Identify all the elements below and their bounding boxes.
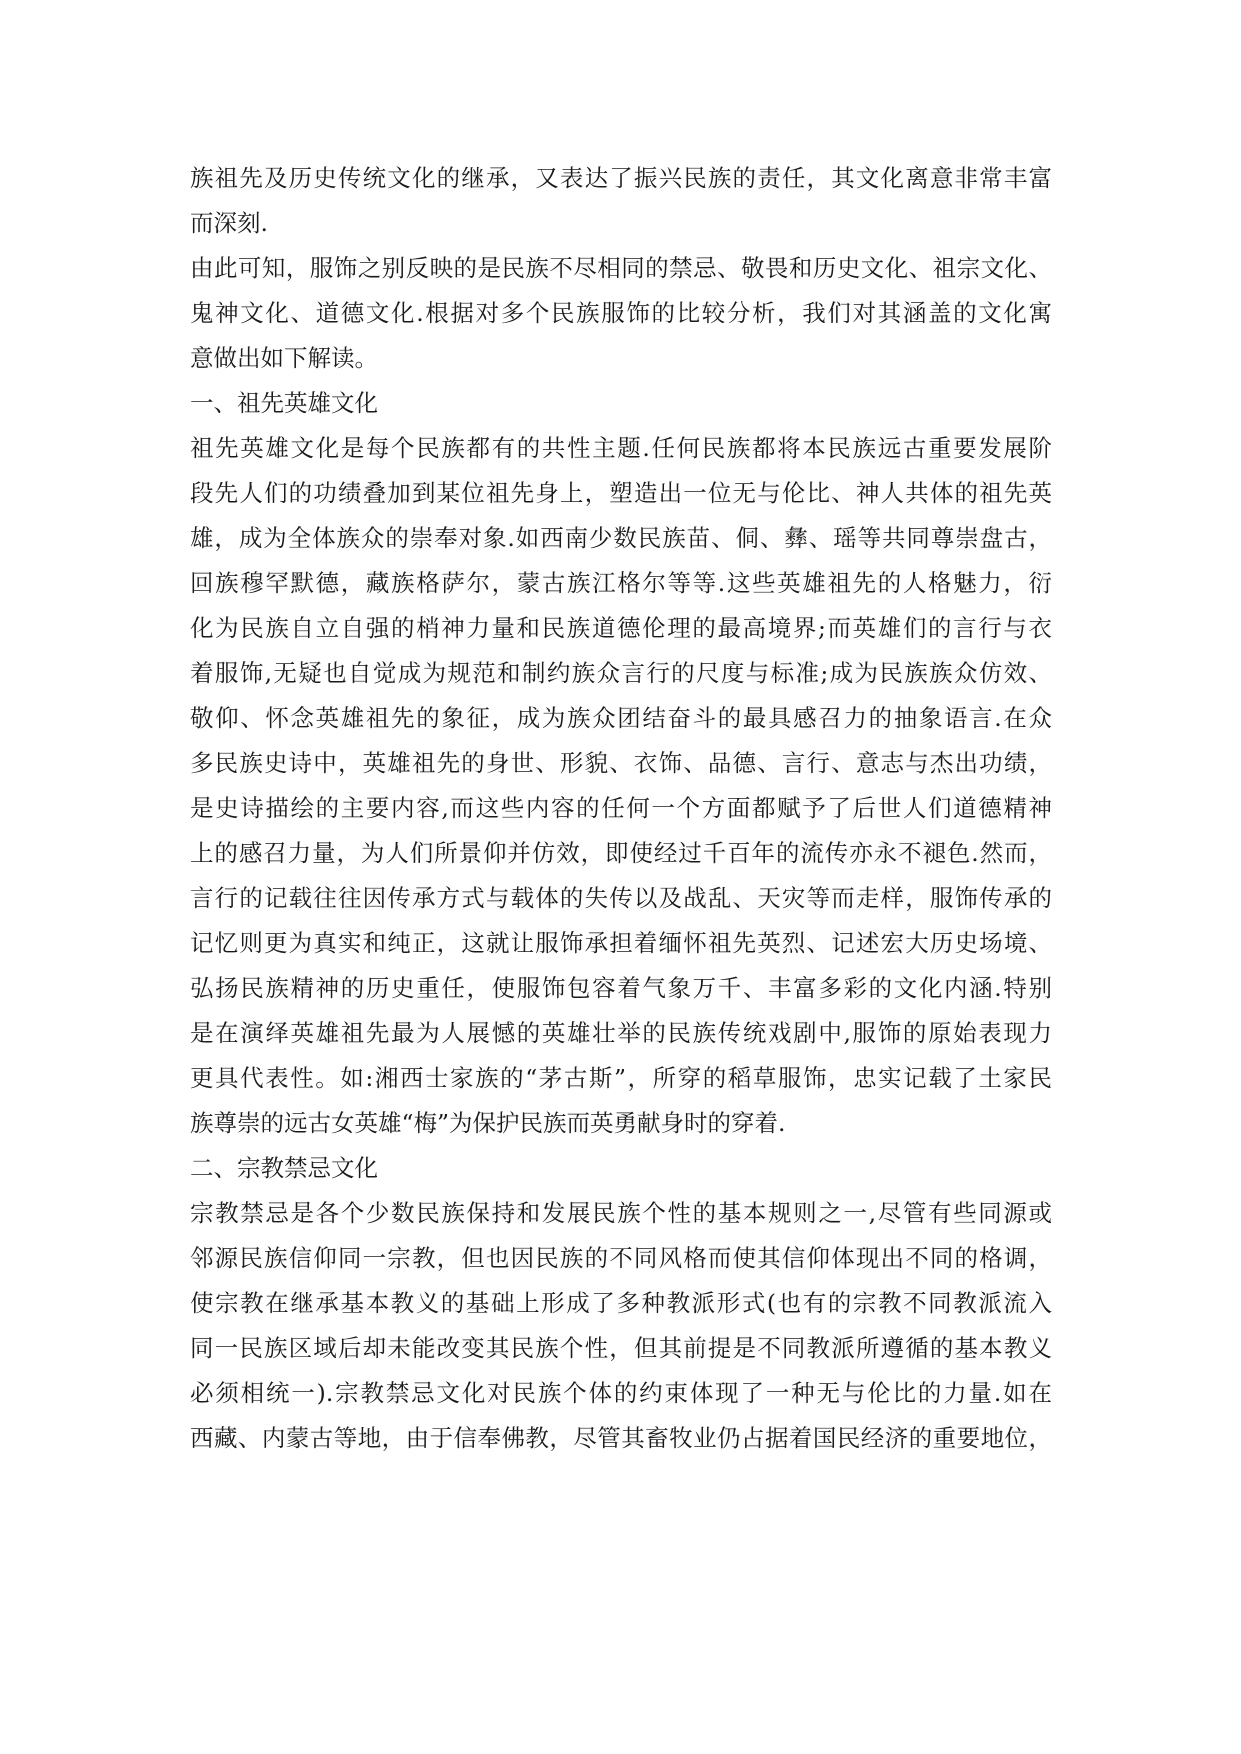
text-line: 更具代表性。如:湘西士家族的“茅古斯”，所穿的稻草服饰，忠实记载了土家民 bbox=[190, 1064, 1052, 1092]
text-line: 必须相统一).宗教禁忌文化对民族个体的约束体现了一种无与伦比的力量.如在 bbox=[190, 1379, 1052, 1407]
text-line: 同一民族区域后却未能改变其民族个性，但其前提是不同教派所遵循的基本教义 bbox=[190, 1334, 1052, 1362]
text-line: 敬仰、怀念英雄祖先的象征，成为族众团结奋斗的最具感召力的抽象语言.在众 bbox=[190, 704, 1052, 732]
text-line: 邻源民族信仰同一宗教，但也因民族的不同风格而使其信仰体现出不同的格调， bbox=[190, 1244, 1052, 1272]
text-line: 回族穆罕默德，藏族格萨尔，蒙古族江格尔等等.这些英雄祖先的人格魅力，衍 bbox=[190, 569, 1052, 597]
text-line: 化为民族自立自强的梢神力量和民族道德伦理的最高境界;而英雄们的言行与衣 bbox=[190, 614, 1052, 642]
section-heading: 二、宗教禁忌文化 bbox=[190, 1154, 378, 1182]
text-line: 是在演绎英雄祖先最为人展憾的英雄壮举的民族传统戏剧中,服饰的原始表现力 bbox=[190, 1019, 1052, 1047]
text-line: 西藏、内蒙古等地，由于信奉佛教，尽管其畜牧业仍占据着国民经济的重要地位， bbox=[190, 1424, 1052, 1452]
text-line: 使宗教在继承基本教义的基础上形成了多种教派形式(也有的宗教不同教派流入 bbox=[190, 1289, 1052, 1317]
text-line: 上的感召力量，为人们所景仰并仿效，即使经过千百年的流传亦永不褪色.然而， bbox=[190, 839, 1052, 867]
text-line: 弘扬民族精神的历史重任，使服饰包容着气象万千、丰富多彩的文化内涵.特别 bbox=[190, 974, 1052, 1002]
text-line: 祖先英雄文化是每个民族都有的共性主题.任何民族都将本民族远古重要发展阶 bbox=[190, 434, 1052, 462]
text-line: 记忆则更为真实和纯正，这就让服饰承担着缅怀祖先英烈、记述宏大历史场境、 bbox=[190, 929, 1052, 957]
text-line: 着服饰,无疑也自觉成为规范和制约族众言行的尺度与标准;成为民族族众仿效、 bbox=[190, 659, 1052, 687]
text-line: 族尊崇的远古女英雄“梅”为保护民族而英勇献身时的穿着. bbox=[190, 1109, 786, 1137]
section-heading: 一、祖先英雄文化 bbox=[190, 389, 378, 417]
text-line: 言行的记载往往因传承方式与载体的失传以及战乱、天灾等而走样，服饰传承的 bbox=[190, 884, 1052, 912]
text-line: 而深刻. bbox=[190, 209, 268, 237]
text-line: 意做出如下解读。 bbox=[190, 344, 378, 372]
text-line: 多民族史诗中，英雄祖先的身世、形貌、衣饰、品德、言行、意志与杰出功绩， bbox=[190, 749, 1052, 777]
text-line: 雄，成为全体族众的崇奉对象.如西南少数民族苗、侗、彝、瑶等共同尊崇盘古， bbox=[190, 524, 1052, 552]
text-line: 段先人们的功绩叠加到某位祖先身上，塑造出一位无与伦比、神人共体的祖先英 bbox=[190, 479, 1052, 507]
text-line: 宗教禁忌是各个少数民族保持和发展民族个性的基本规则之一,尽管有些同源或 bbox=[190, 1199, 1052, 1227]
text-line: 鬼神文化、道德文化.根据对多个民族服饰的比较分析，我们对其涵盖的文化寓 bbox=[190, 299, 1052, 327]
text-line: 由此可知，服饰之别反映的是民族不尽相同的禁忌、敬畏和历史文化、祖宗文化、 bbox=[190, 254, 1052, 282]
text-line: 族祖先及历史传统文化的继承，又表达了振兴民族的责任，其文化离意非常丰富 bbox=[190, 164, 1052, 192]
body-text bbox=[190, 156, 1052, 1461]
text-line: 是史诗描绘的主要内容,而这些内容的任何一个方面都赋予了后世人们道德精神 bbox=[190, 794, 1052, 822]
